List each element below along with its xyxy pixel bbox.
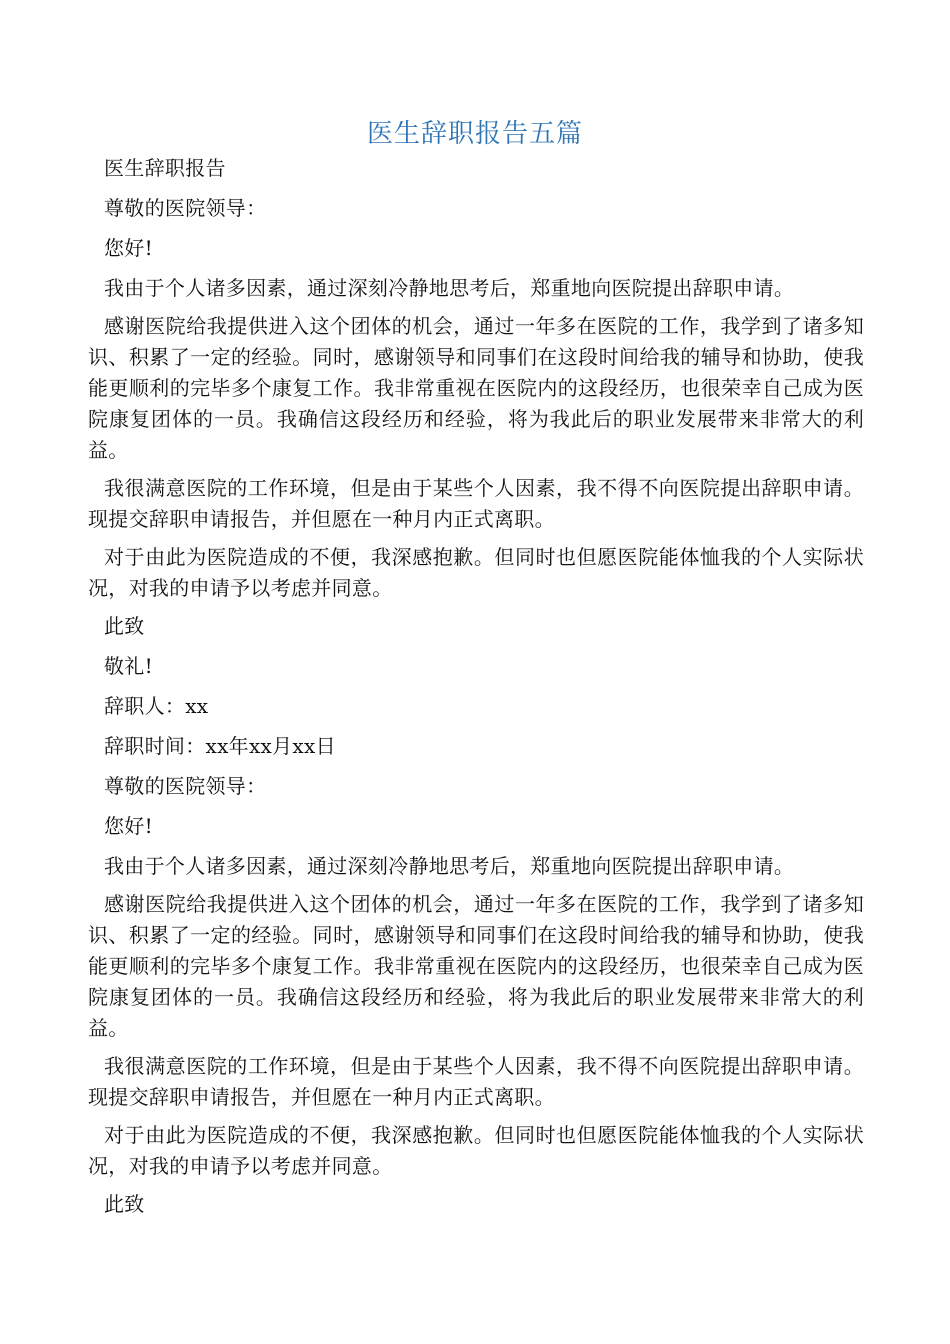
closing-paragraph: 此致 <box>104 1192 145 1216</box>
body-paragraph: 感谢医院给我提供进入这个团体的机会，通过一年多在医院的工作，我学到了诸多知识、积累了一定的经验。同时，感谢领导和同事们在这段时间给我的辅导和协助，使我能更顺利的完毕多个康复工作。我非常重视在医院内的这段经历，也很荣幸自己成为医院康复团体的一员。我确信这段经历和经验，将为我此后的职业发展带来非常大的利益。 <box>88 892 864 1040</box>
body-paragraph: 我很满意医院的工作环境，但是由于某些个人因素，我不得不向医院提出辞职申请。现提交辞职申请报告，并但愿在一种月内正式离职。 <box>88 1054 864 1109</box>
body-paragraph: 我很满意医院的工作环境，但是由于某些个人因素，我不得不向医院提出辞职申请。现提交辞职申请报告，并但愿在一种月内正式离职。 <box>88 476 864 531</box>
body-paragraph: 感谢医院给我提供进入这个团体的机会，通过一年多在医院的工作，我学到了诸多知识、积累了一定的经验。同时，感谢领导和同事们在这段时间给我的辅导和协助，使我能更顺利的完毕多个康复工作。我非常重视在医院内的这段经历，也很荣幸自己成为医院康复团体的一员。我确信这段经历和经验，将为我此后的职业发展带来非常大的利益。 <box>88 314 864 462</box>
body-paragraph: 对于由此为医院造成的不便，我深感抱歉。但同时也但愿医院能体恤我的个人实际状况，对我的申请予以考虑并同意。 <box>88 1123 864 1178</box>
salutation-paragraph: 尊敬的医院领导： <box>104 774 267 798</box>
closing-paragraph: 敬礼! <box>104 654 153 678</box>
date-paragraph: 辞职时间：xx年xx月xx日 <box>104 734 336 758</box>
document-title: 医生辞职报告五篇 <box>366 119 583 149</box>
greeting-paragraph: 您好! <box>104 814 153 838</box>
subtitle-paragraph: 医生辞职报告 <box>104 156 226 180</box>
salutation-paragraph: 尊敬的医院领导： <box>104 196 267 220</box>
greeting-paragraph: 您好! <box>104 236 153 260</box>
body-paragraph: 我由于个人诸多因素，通过深刻冷静地思考后，郑重地向医院提出辞职申请。 <box>104 854 795 878</box>
signature-paragraph: 辞职人：xx <box>104 694 209 718</box>
document-body <box>88 153 864 1229</box>
closing-paragraph: 此致 <box>104 614 145 638</box>
body-paragraph: 我由于个人诸多因素，通过深刻冷静地思考后，郑重地向医院提出辞职申请。 <box>104 276 795 300</box>
body-paragraph: 对于由此为医院造成的不便，我深感抱歉。但同时也但愿医院能体恤我的个人实际状况，对我的申请予以考虑并同意。 <box>88 545 864 600</box>
